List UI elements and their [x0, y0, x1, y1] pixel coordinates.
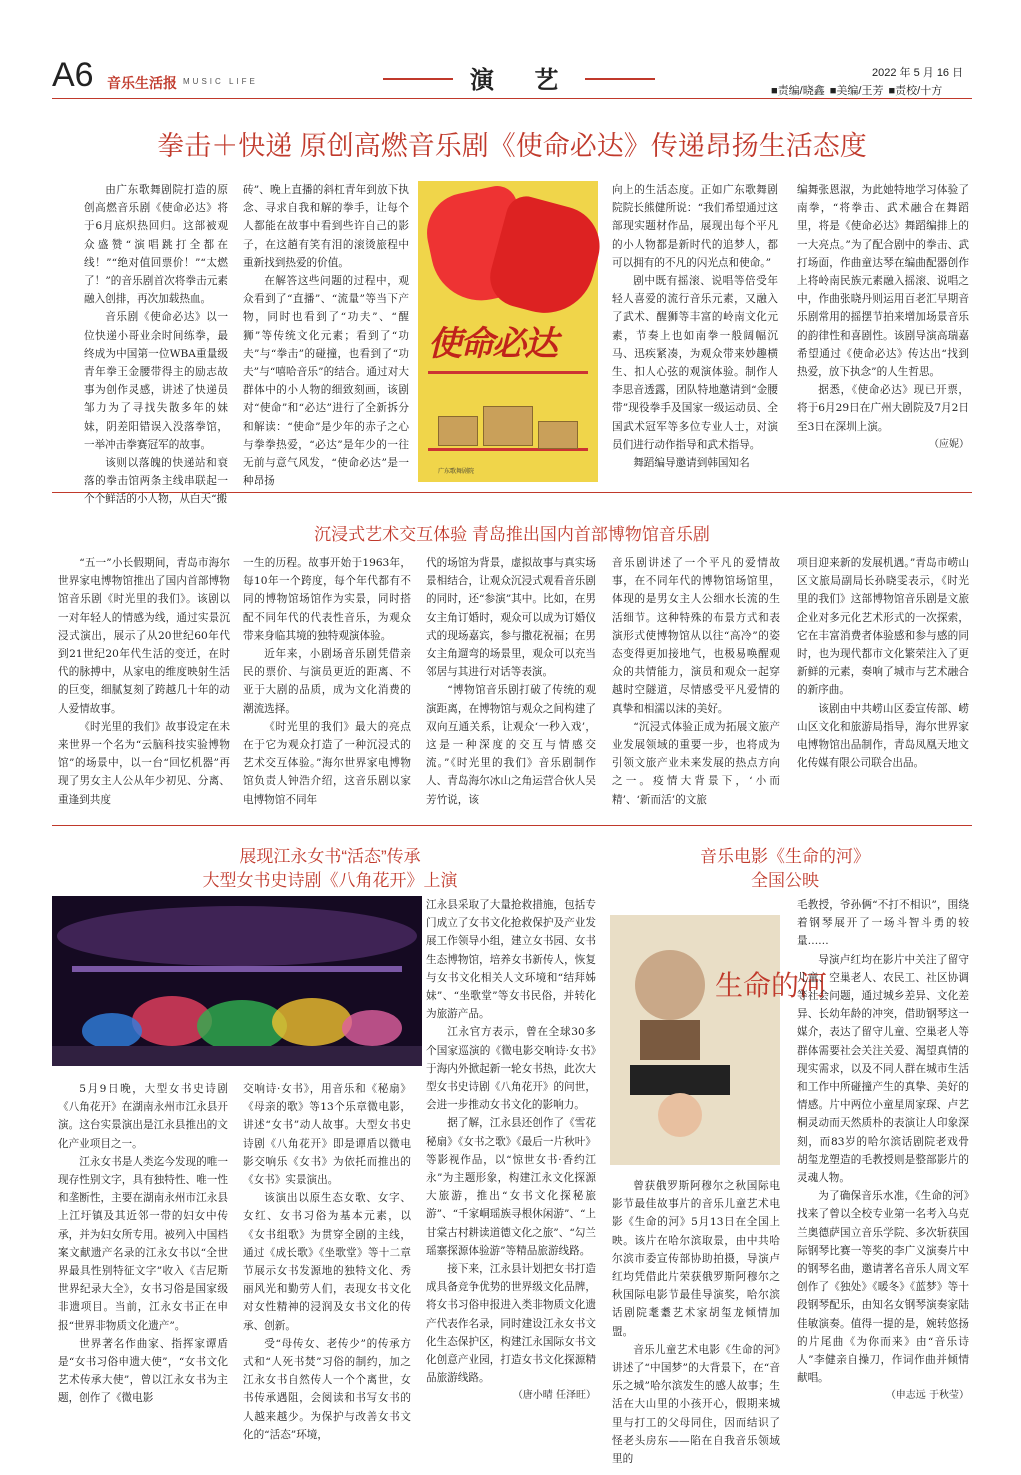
editor-credits: ■责编/晓鑫 ■美编/王芳 ■责校/十方 [771, 85, 943, 97]
article3-headline-line1: 展现江永女书“活态”传承 [239, 847, 421, 866]
stage-performance-photo [52, 896, 422, 1066]
parcel-icon [438, 416, 478, 446]
article2-headline: 沉浸式艺术交互体验 青岛推出国内首部博物馆音乐剧 [314, 525, 710, 544]
section-rule [52, 825, 972, 826]
article1-col2: 砖”、晚上直播的斜杠青年到放下执念、寻求自我和解的拳手，让每个人都能在故事中看到些许自己的影子，在这趟有笑有泪的滚烫旅程中重新找到热爱的价值。 在解答这些问题的过程中，观众看到了“直播”、“流量”等当下产物，同时也看到了“功夫”、“醒狮”等传统文化元素；看到了“功夫”与“拳击”的碰撞，也看到了“功夫”与“嘻哈音乐”的结合。通过对大群体中的小人物的细致刻画，该剧对“使命”和“必达”进行了全新拆分和解读：“使命”是少年的赤子之心与拳拳热爱，“必达”是年少的一往无前与意气风发，“使命必达”是一种昂扬 [243, 184, 409, 488]
section-title: 演 艺 [470, 65, 575, 94]
article4-signature: （申志远 于秋莹） [885, 1390, 969, 1402]
article3-col3: 江永县采取了大量抢救措施，包括专门成立了女书文化抢救保护及产业发展工作领导小组，建立女书园、女书生态博物馆，培养女书新传人，恢复与女书文化相关人文环境和“结拜姊妹”、“坐歌堂”等女书民俗，并转化为旅游产品。 江永官方表示，曾在全球30多个国家巡演的《微电影交响诗·女书》于海内外掀起新一轮女书热，此次大型女书史诗剧《八角花开》的问世，会进一步推动女书文化的影响力。 据了解，江永县还创作了《雪花秘扇》《女书之歌》《最后一片秋叶》等影视作品，以“惊世女书·香约江永”为主题形象，构建江永文化探源大旅游，推出“女书文化探秘旅游”、“千家峒瑶族寻根休闲游”、“上甘棠古村耕读道德文化之旅”、“勾兰瑶寨探源体验游”等精品旅游线路。 接下来，江永县计划把女书打造成具备竞争优势的世界级文化品牌，将女书习俗申报进入类非物质文化遗产代表作名录，同时建设江永女书文化生态保护区，构建江永国际女书文化创意产业园，打造女书文化探源精品旅游线路。 （唐小晴 任泽旺） [426, 896, 596, 1406]
article4-colB: 毛教授，爷孙俩“不打不相识”，围绕着钢琴展开了一场斗智斗勇的较量…… 导演卢红均在影片中关注了留守儿童、空巢老人、农民工、社区协调等社会问题，通过城乡差异、文化差异、长幼年龄的冲突，借助钢琴这一媒介，表达了留守儿童、空巢老人等群体需要社会关注关爱、渴望真情的现实需求，以及不同人群在城市生活和工作中所碰撞产生的真挚、美好的情感。片中两位小童星周家琛、卢艺桐灵动而天然质朴的表演让人印象深刻，而83岁的哈尔滨话剧院老戏骨胡玺龙塑造的毛教授则是整部影片的灵魂人物。 为了确保音乐水准，《生命的河》找来了曾以全校专业第一名考入乌克兰奥德萨国立音乐学院、多次斩获国际钢琴比赛一等奖的李广义演奏片中的钢琴名曲，邀请著名音乐人周文军创作了《独处》《暖冬》《蓝梦》等十段钢琴配乐，由知名女钢琴演奏家陆佳敏演奏。值得一提的是，婉转悠扬的片尾曲《为你而来》由“音乐诗人”李健亲自操刀，作词作曲并倾情献唱。 （申志远 于秋莹） [797, 896, 969, 1406]
poster-title: 使命必达 [428, 325, 556, 363]
section-rule [52, 492, 972, 493]
header-deco-line-left [383, 78, 453, 80]
movie-poster-art-icon [610, 915, 828, 1165]
article3-signature: （唐小晴 任泽旺） [512, 1390, 596, 1402]
article3-headline-line2: 大型女书史诗剧《八角花开》上演 [202, 871, 458, 890]
article2-col4: 音乐剧讲述了一个平凡的爱情故事，在不同年代的博物馆场馆里，体现的是男女主人公细水长流的生活细节。这种特殊的布景方式和表演形式使博物馆从以往“高冷”的姿态变得更加接地气，也极易唤醒观众的共情能力，演员和观众一起穿越时空隧道，尽情感受平凡爱情的真挚和相濡以沫的美好。 “沉浸式体验正成为拓展文旅产业发展领域的重要一步，也将成为引领文旅产业未来发展的热点方向之一。疫情大背景下，‘小而精’、‘新而活’的文旅 [612, 557, 780, 806]
article1-col4: 编舞张恩淑，为此她特地学习体验了南拳，“将拳击、武术融合在舞蹈里，将是《使命必达》舞蹈编排上的一大亮点。”为了配合剧中的拳击、武打场面，作曲童达琴在编曲配器创作上将岭南民族元素融入摇滚、说唱之中，作曲张晓丹则运用百老汇早期音乐剧常用的摇摆节拍来增加场景音乐的韵律性和喜剧性。该剧导演高瑞嘉希望通过《使命必达》传达出“找到热爱，放下执念”的人生哲思。 据悉，《使命必达》现已开票，将于6月29日在广州大剧院及7月2日至3日在深圳上演。 （应妮） [797, 181, 969, 454]
article4-colA: 曾获俄罗斯阿穆尔之秋国际电影节最佳故事片的音乐儿童艺术电影《生命的河》5月13日在全国上映。该片在哈尔滨取景，由中共哈尔滨市委宣传部协助拍摄，导演卢红均凭借此片荣获俄罗斯阿穆尔之秋国际电影节最佳导演奖，哈尔滨话剧院耄耋艺术家胡玺龙倾情加盟。 音乐儿童艺术电影《生命的河》讲述了“中国梦”的大背景下，在“音乐之城”哈尔滨发生的感人故事；生活在大山里的小孩开心，假期来城里与打工的父母同住，因而结识了怪老头房东——陷在自我音乐领域里的 [612, 1180, 780, 1466]
article3-col2: 交响诗·女书》，用音乐和《秘扇》《母亲的歌》等13个乐章微电影，讲述“女书”动人故事。大型女书史诗剧《八角花开》即是谭盾以微电影交响乐《女书》为依托而推出的《女书》实景演出。 该演出以原生态女歌、女字、女红、女书习俗为基本元素，以《女书组歌》为贯穿全剧的主线，通过《成长歌》《坐歌堂》等十二章节展示女书发源地的独特文化、秀丽风光和勤劳人们，表现女书文化对女性精神的浸润及女书文化的传承、创新。 受“母传女、老传少”的传承方式和“人死书焚”习俗的制约，加之江永女书自然传人一个个离世，女书传承遇阻，会阅读和书写女书的人越来越少。为保护与改善女书文化的“活态”环境， [243, 1083, 411, 1441]
movie-poster-image [610, 915, 828, 1165]
newspaper-brand: 音乐生活报 [107, 76, 177, 92]
article1-col1: 由广东歌舞剧院打造的原创高燃音乐剧《使命必达》将于6月底炽热回归。这部被观众盛赞“演唱跳打全都在线！”“绝对值回票价！”“太燃了！”的音乐剧首次将拳击元素融入创排，再次加载热血。 音乐剧《使命必达》以一位快递小哥业余时间练拳，最终成为中国第一位WBA重量级青年拳王金腰带得主的励志故事为创作灵感，讲述了快递员邹力为了寻找失散多年的妹妹，阴差阳错误入没落拳馆，一举冲击拳赛冠军的故事。 该则以落魄的快递站和衰落的拳击馆两条主线串联起一个个鲜活的小人物，从白天“搬 [84, 184, 228, 506]
article2-col5: 项目迎来新的发展机遇。”青岛市崂山区文旅局副局长孙晓雯表示，《时光里的我们》这部博物馆音乐剧是文旅企业对多元化艺术形式的一次探索，它在丰富消费者体验感和参与感的同时，也为现代都市文化繁荣注入了更新鲜的元素，奏响了城市与艺术融合的新序曲。 该剧由中共崂山区委宣传部、崂山区文化和旅游局指导，海尔世界家电博物馆出品制作，青岛凤凰天地文化传媒有限公司联合出品。 [797, 557, 969, 770]
article2-col1: “五一”小长假期间，青岛市海尔世界家电博物馆推出了国内首部博物馆音乐剧《时光里的我们》。该剧以一对年轻人的情感为线，通过实景沉浸式演出，展示了从20世纪60年代到21世纪20年代生活的变迁，在时代的脉搏中，从家电的维度映射生活的巨变，细腻复刻了跨越几十年的动人爱情故事。 《时光里的我们》故事设定在未来世界一个名为“云脑科技实验博物馆”的场景中，以一台“回忆机器”再现了男女主人公从年少初见、分离、重逢到共度 [58, 557, 230, 806]
stage-lights-icon [52, 896, 422, 1066]
article1-headline: 拳击＋快递 原创高燃音乐剧《使命必达》传递昂扬生活态度 [157, 131, 867, 161]
article3-col1: 5月9日晚，大型女书史诗剧《八角花开》在湖南永州市江永县开演。这台实景演出是江永县推出的文化产业项目之一。 江永女书是人类迄今发现的唯一现存性别文字，具有独特性、唯一性和垄断性，主要在湖南永州市江永县上江圩镇及其近邻一带的妇女中传承，并为妇女所专用。被列入中国档案文献遗产名录的江永女书以“全世界最具性别特征文字”收入《吉尼斯世界纪录大全》，女书习俗是国家级非遗项目。当前，江永女书正在申报“世界非物质文化遗产”。 世界著名作曲家、指挥家谭盾是“女书习俗申遗大使”，“女书文化艺术传承大使”，曾以江永女书为主题，创作了《微电影 [58, 1083, 228, 1405]
article1-signature: （应妮） [929, 438, 969, 450]
article1-col3: 向上的生活态度。正如广东歌舞剧院院长熊健所说：“我们希望通过这部现实题材作品，展现出每个平凡的小人物都是新时代的追梦人，都可以拥有的不凡的闪光点和使命。” 剧中既有摇滚、说唱等倍受年轻人喜爱的流行音乐元素，又融入了武术、醒狮等丰富的岭南文化元素，节奏上也如南拳一般阔幅沉马、迅疾紧凑，为观众带来妙趣横生、扣人心弦的观演体验。制作人李思音透露，团队特地邀请到“金腰带”现役拳手及国家一级运动员、全国武术冠军等多位专业人士，对演员们进行动作指导和武术指导。 舞蹈编导邀请到韩国知名 [612, 184, 778, 470]
page-number: A6 [52, 56, 94, 94]
movie-poster-title-1: 生命的河 [715, 969, 828, 1002]
article4-headline-line2: 全国公映 [751, 871, 819, 890]
article2-col3: 代的场馆为背景，虚拟故事与真实场景相结合，让观众沉浸式观看音乐剧的同时，还“参演”其中。比如，在男女主角订婚时，观众可以成为订婚仪式的现场嘉宾，参与撒花祝福；在男女主角遛弯的场景里，观众可以充当邻居与其进行对话等表演。 “博物馆音乐剧打破了传统的观演距离，在博物馆与观众之间构建了双向互通关系，让观众‘一秒入戏’，这是一种深度的交互与情感交流。”《时光里的我们》音乐剧制作人、青岛海尔冰山之角运营合伙人吴芳竹说，该 [426, 557, 596, 806]
header-deco-line-right [585, 78, 655, 80]
poster-footer: 广东歌舞剧院 [438, 469, 475, 475]
header-rule [52, 98, 972, 99]
article2-col2: 一生的历程。故事开始于1963年，每10年一个跨度，每个年代都有不同的博物馆场馆作为实景，同时搭配不同年代的代表性音乐，为观众带来身临其境的独特观演体验。 近年来，小剧场音乐剧凭借亲民的票价、与演员更近的距离、不亚于大剧的品质，成为文化消费的潮流选择。 《时光里的我们》最大的亮点在于它为观众打造了一种沉浸式的艺术交互体验。”海尔世界家电博物馆负责人钟浩介绍，这音乐剧以家电博物馆不同年 [243, 557, 411, 806]
parcel-icon [538, 421, 578, 449]
parcel-icon [483, 406, 533, 446]
issue-date: 2022 年 5 月 16 日 [872, 67, 964, 79]
musical-poster-image [418, 181, 598, 482]
newspaper-brand-en: MUSIC LIFE [183, 77, 258, 86]
article4-headline-line1: 音乐电影《生命的河》 [700, 847, 870, 866]
